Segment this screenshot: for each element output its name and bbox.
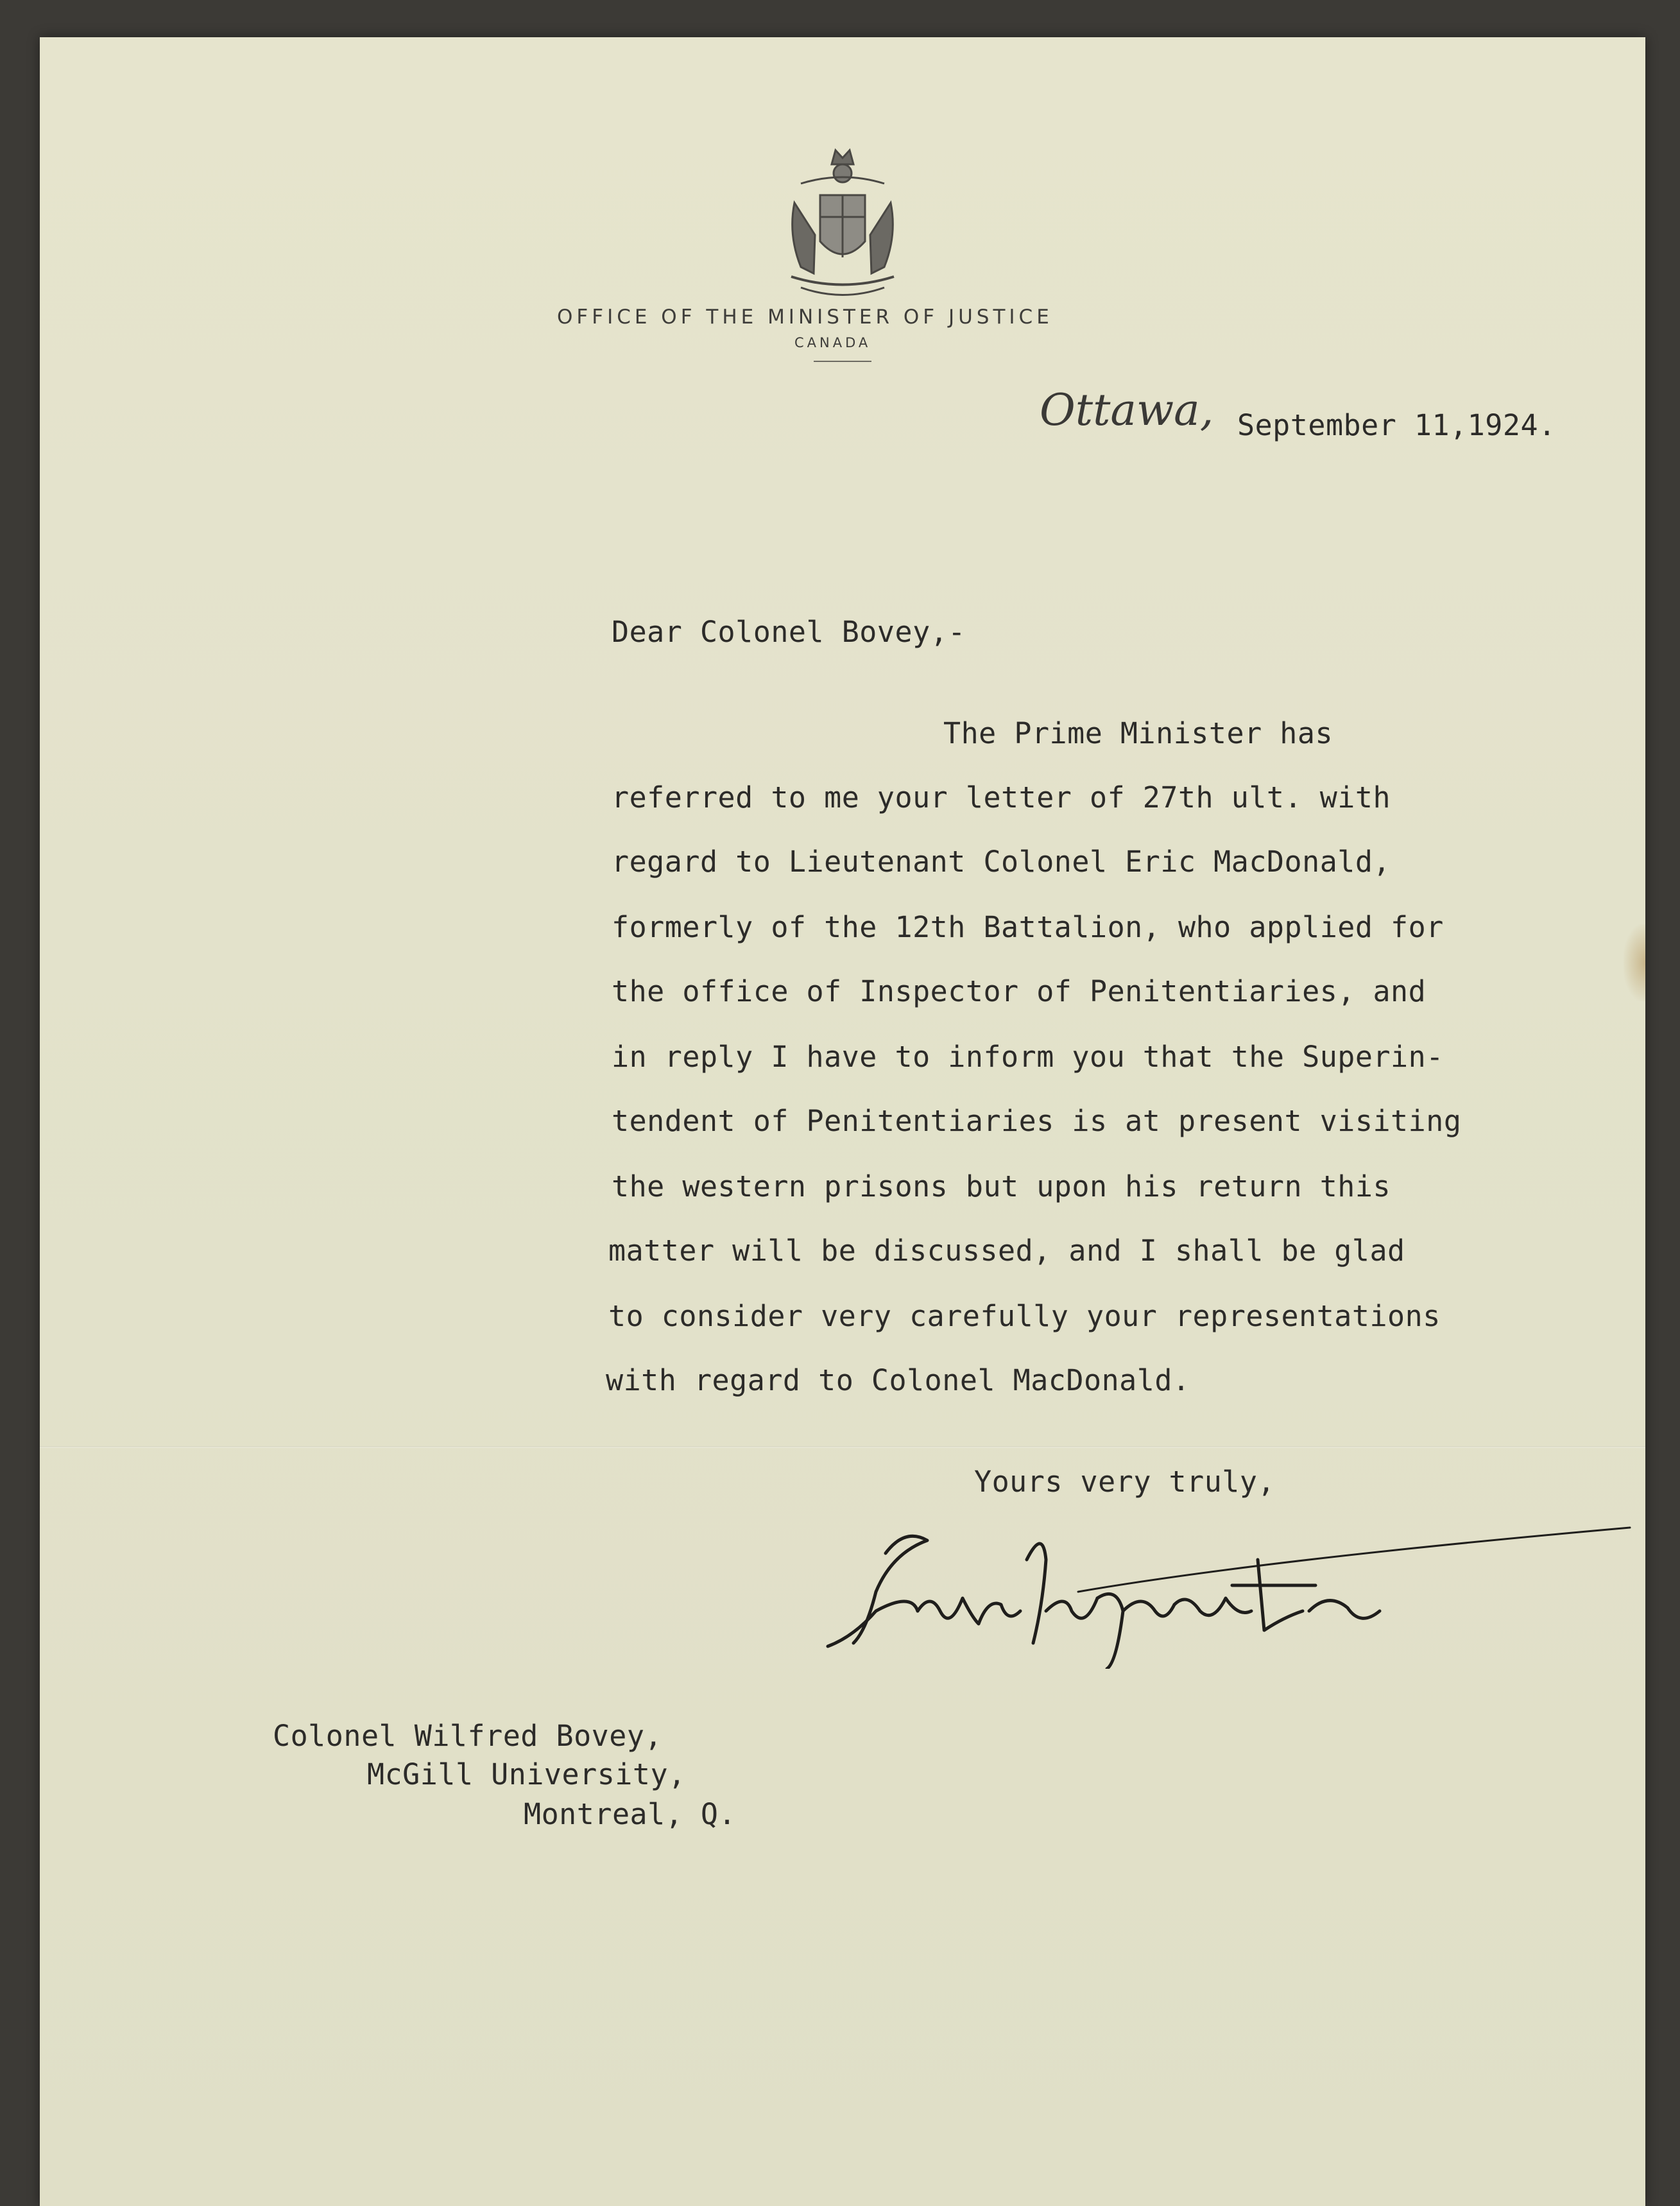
letterhead-office: OFFICE OF THE MINISTER OF JUSTICE [557,306,1053,329]
body-line: tendent of Penitentiaries is at present visiting [612,1104,1462,1138]
page-fold-line [40,1446,1645,1448]
dateline-date: September 11,1924. [1237,408,1556,442]
salutation: Dear Colonel Bovey,- [612,615,966,649]
edge-stain [1624,924,1645,1001]
coat-of-arms-icon [775,145,910,306]
body-line: to consider very carefully your representations [608,1299,1441,1333]
body-line: regard to Lieutenant Colonel Eric MacDonald, [612,845,1391,879]
body-line: formerly of the 12th Battalion, who applied for [612,910,1444,944]
body-line: with regard to Colonel MacDonald. [606,1363,1190,1397]
body-line: in reply I have to inform you that the Superin- [612,1040,1444,1074]
body-line: the office of Inspector of Penitentiaries, and [612,974,1427,1008]
letterhead-country: CANADA [794,335,871,350]
dateline-place: Ottawa, [1040,385,1214,436]
body-line: matter will be discussed, and I shall be glad [608,1234,1405,1268]
address-line: McGill University, [367,1757,686,1791]
body-line: referred to me your letter of 27th ult. with [612,780,1391,814]
letterhead-divider [814,361,871,362]
closing: Yours very truly, [974,1465,1276,1499]
body-line: the western prisons but upon his return this [612,1169,1391,1203]
body-line: The Prime Minister has [943,716,1333,750]
address-line: Colonel Wilfred Bovey, [273,1719,663,1753]
handwritten-signature [815,1515,1643,1669]
address-line: Montreal, Q. [524,1797,737,1831]
